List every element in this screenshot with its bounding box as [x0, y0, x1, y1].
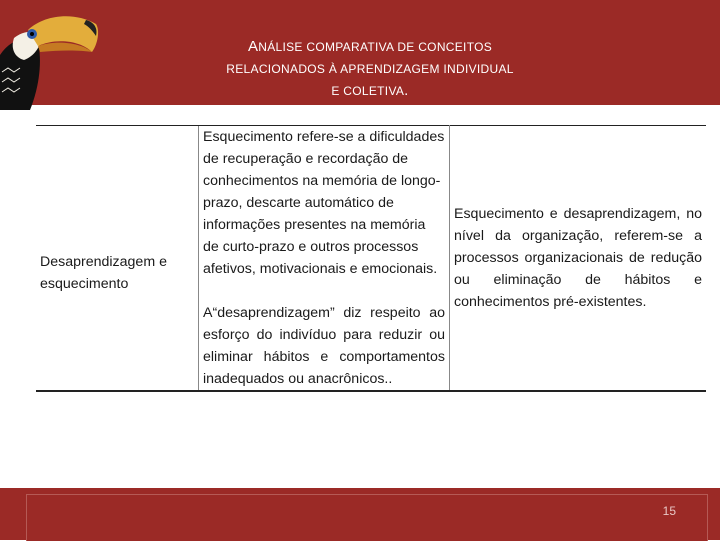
title-line-3: E COLETIVA.	[331, 82, 409, 99]
table-row	[36, 126, 706, 392]
organizational-paragraph: Esquecimento e desaprendizagem, no nível da organização, referem-se a processos organizacionais de redução ou eliminação de hábitos e conhecimentos pré-existentes.	[454, 206, 702, 310]
comparison-table	[36, 125, 706, 392]
title-line-2: RELACIONADOS À APRENDIZAGEM INDIVIDUAL	[226, 62, 514, 76]
organizational-concept-cell	[450, 126, 707, 392]
title-line-1: ANÁLISE COMPARATIVA DE CONCEITOS	[247, 38, 493, 55]
footer-bar	[0, 488, 720, 540]
footer-frame	[26, 494, 708, 541]
individual-concept-cell	[199, 126, 450, 392]
slide-title	[140, 36, 600, 102]
forgetting-paragraph: Esquecimento refere-se a dificuldades de recuperação e recordação de conhecimentos na memória de longo-prazo, descarte automático de informações presentes na memória de curto-prazo e outros processos afetivos, motivacionais e emocionais.	[203, 129, 445, 277]
header-bar	[0, 0, 720, 105]
unlearning-paragraph: A“desaprendizagem” diz respeito ao esforço do indivíduo para reduzir ou eliminar hábitos e comportamentos inadequados ou anacrônicos..	[203, 305, 445, 387]
row-label-cell	[36, 126, 199, 392]
page-number: 15	[662, 504, 676, 518]
toucan-logo-icon	[0, 0, 110, 110]
row-label: Desaprendizagem e esquecimento	[40, 254, 167, 292]
